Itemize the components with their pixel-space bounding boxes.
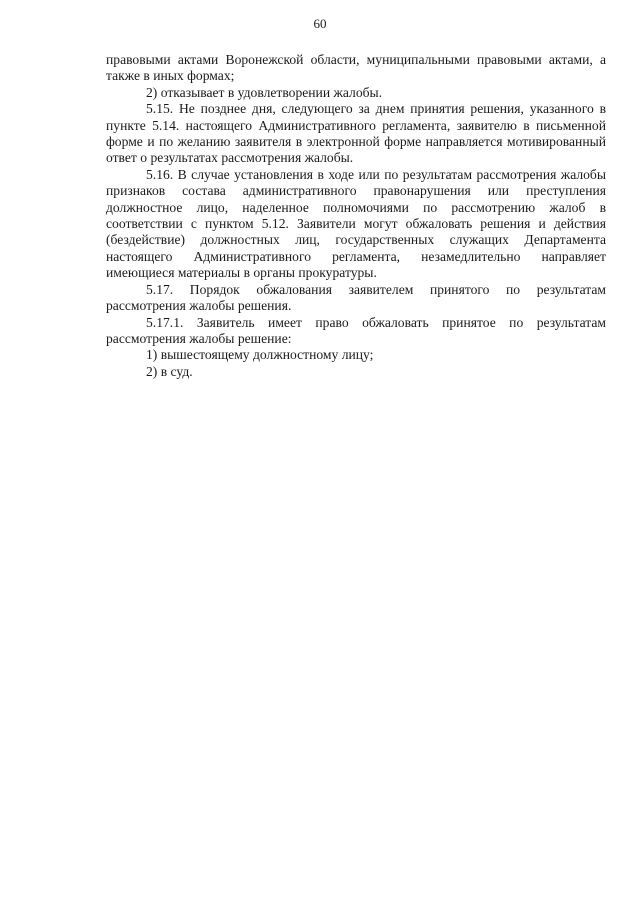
paragraph-continuation: правовыми актами Воронежской области, муниципальными правовыми актами, а также в иных формах; [106, 52, 606, 84]
paragraph-5-15: 5.15. Не позднее дня, следующего за днем принятия решения, указанного в пункте 5.14. настоящего Административного регламента, заявителю в письменной форме и по желанию заявителя в электронной форме направляется мотивированный ответ о результатах рассмотрения жалобы. [106, 101, 606, 166]
list-item-superior-official: 1) вышестоящему должностному лицу; [146, 347, 374, 363]
page-number: 60 [313, 16, 327, 31]
paragraph-5-16: 5.16. В случае установления в ходе или по результатам рассмотрения жалобы признаков состава административного правонарушения или преступления должностное лицо, наделенное полномочиями по рассмотрению жалоб в соответствии с пунктом 5.12. Заявители могут обжаловать решения и действия (бездействие) должностных лиц, государственных служащих Департамента настоящего Административного регламента, незамедлительно направляет имеющиеся материалы в органы прокуратуры. [106, 166, 606, 281]
paragraph-5-17-1: 5.17.1. Заявитель имеет право обжаловать принятое по результатам рассмотрения жалобы решение: [106, 314, 606, 346]
list-item-refusal: 2) отказывает в удовлетворении жалобы. [146, 84, 383, 100]
paragraph-5-17: 5.17. Порядок обжалования заявителем принятого по результатам рассмотрения жалобы решения. [106, 281, 606, 314]
document-body [106, 52, 606, 380]
list-item-court: 2) в суд. [146, 363, 193, 379]
